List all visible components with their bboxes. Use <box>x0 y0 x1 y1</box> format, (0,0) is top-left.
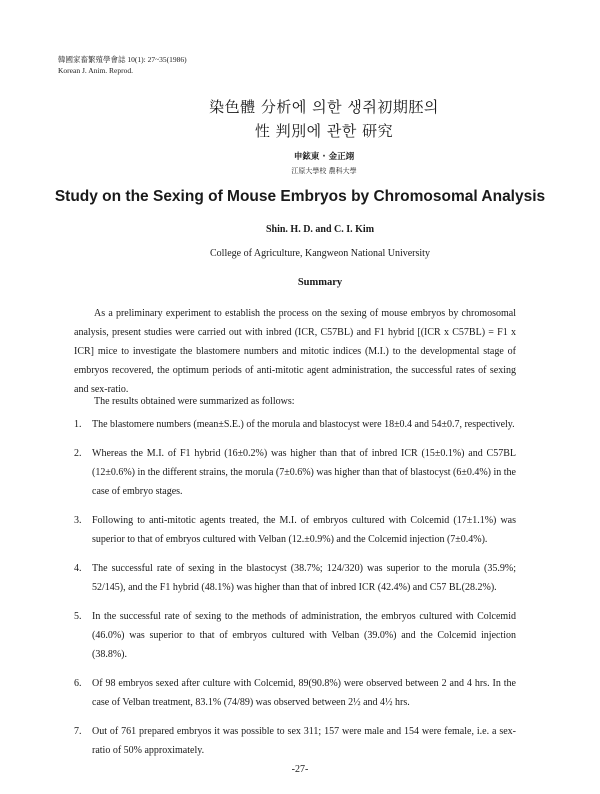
english-affiliation: College of Agriculture, Kangweon National University <box>210 248 430 259</box>
result-item <box>74 444 516 501</box>
result-text: In the successful rate of sexing to the methods of administration, the embryos cultured with Colcemid (46.0%) was superior to that of embryos cultured with Velban (39.0%) and the Colcemid injection (38.8%). <box>92 611 516 660</box>
english-authors: Shin. H. D. and C. I. Kim <box>265 224 375 235</box>
korean-title-line-1: 染色體 分析에 의한 생쥐初期胚의 <box>209 98 439 116</box>
korean-affiliation: 江原大學校 農科大學 <box>291 167 357 175</box>
result-text: Following to anti-mitotic agents treated, the M.I. of embryos cultured with Colcemid (17±1.1%) was superior to that of embryos cultured with Velban (12.±0.9%) and the Colcemid injection (7±0.4%). <box>92 515 516 545</box>
result-item <box>74 511 516 549</box>
result-text: The successful rate of sexing in the blastocyst (38.7%; 124/320) was superior to the morula (35.9%; 52/145), and the F1 hybrid (48.1%) was higher than that of inbred ICR (42.4%) and C57 BL(28.2%). <box>92 563 516 593</box>
result-text: Whereas the M.I. of F1 hybrid (16±0.2%) was higher than that of inbred ICR (15±0.1%) and C57BL (12±0.6%) in the different strains, the morula (7±0.6%) was higher than that of blastocyst (6±0.4%) in the case of embryo stages. <box>92 448 516 497</box>
results-list <box>74 415 516 770</box>
result-text: Of 98 embryos sexed after culture with Colcemid, 89(90.8%) were observed between 2 and 4 hrs. In the case of Velban treatment, 83.1% (74/89) was observed between 2½ and 4½ hrs. <box>92 678 516 708</box>
summary-heading: Summary <box>297 277 343 288</box>
result-text: The blastomere numbers (mean±S.E.) of the morula and blastocyst were 18±0.4 and 54±0.7, respectively. <box>92 419 515 430</box>
journal-citation-korean: 韓國家畜繁殖學會誌 10(1): 27~35(1986) <box>58 55 187 64</box>
result-number: 1. <box>74 419 82 430</box>
result-number: 4. <box>74 563 82 574</box>
english-title: Study on the Sexing of Mouse Embryos by Chromosomal Analysis <box>54 188 546 205</box>
result-item <box>74 559 516 597</box>
page-number: -27- <box>291 764 309 775</box>
journal-citation <box>58 54 187 76</box>
result-item <box>74 607 516 664</box>
korean-title-line-2: 性 判別에 관한 研究 <box>254 122 394 140</box>
journal-citation-english: Korean J. Anim. Reprod. <box>58 66 133 75</box>
result-item <box>74 415 516 434</box>
korean-authors: 申鉉東 · 金正翊 <box>293 152 355 162</box>
intro-paragraph: As a preliminary experiment to establish the process on the sexing of mouse embryos by chromosomal analysis, present studies were carried out with inbred (ICR, C57BL) and F1 hybrid [(ICR x C57BL) = F1 x ICR] mice to investigate the blastomere numbers and mitotic indices (M.I.) to the developmental stage of embryos recovered, the optimum periods of anti-mitotic agent administration, the successful rates of sexing and sex-ratio. <box>74 308 516 395</box>
result-text: Out of 761 prepared embryos it was possible to sex 311; 157 were male and 154 were female, i.e. a sex-ratio of 50% approximately. <box>92 726 516 756</box>
result-item <box>74 674 516 712</box>
result-number: 7. <box>74 726 82 737</box>
result-number: 6. <box>74 678 82 689</box>
result-number: 5. <box>74 611 82 622</box>
results-intro: The results obtained were summarized as follows: <box>94 396 295 407</box>
result-number: 2. <box>74 448 82 459</box>
result-number: 3. <box>74 515 82 526</box>
result-item <box>74 722 516 760</box>
